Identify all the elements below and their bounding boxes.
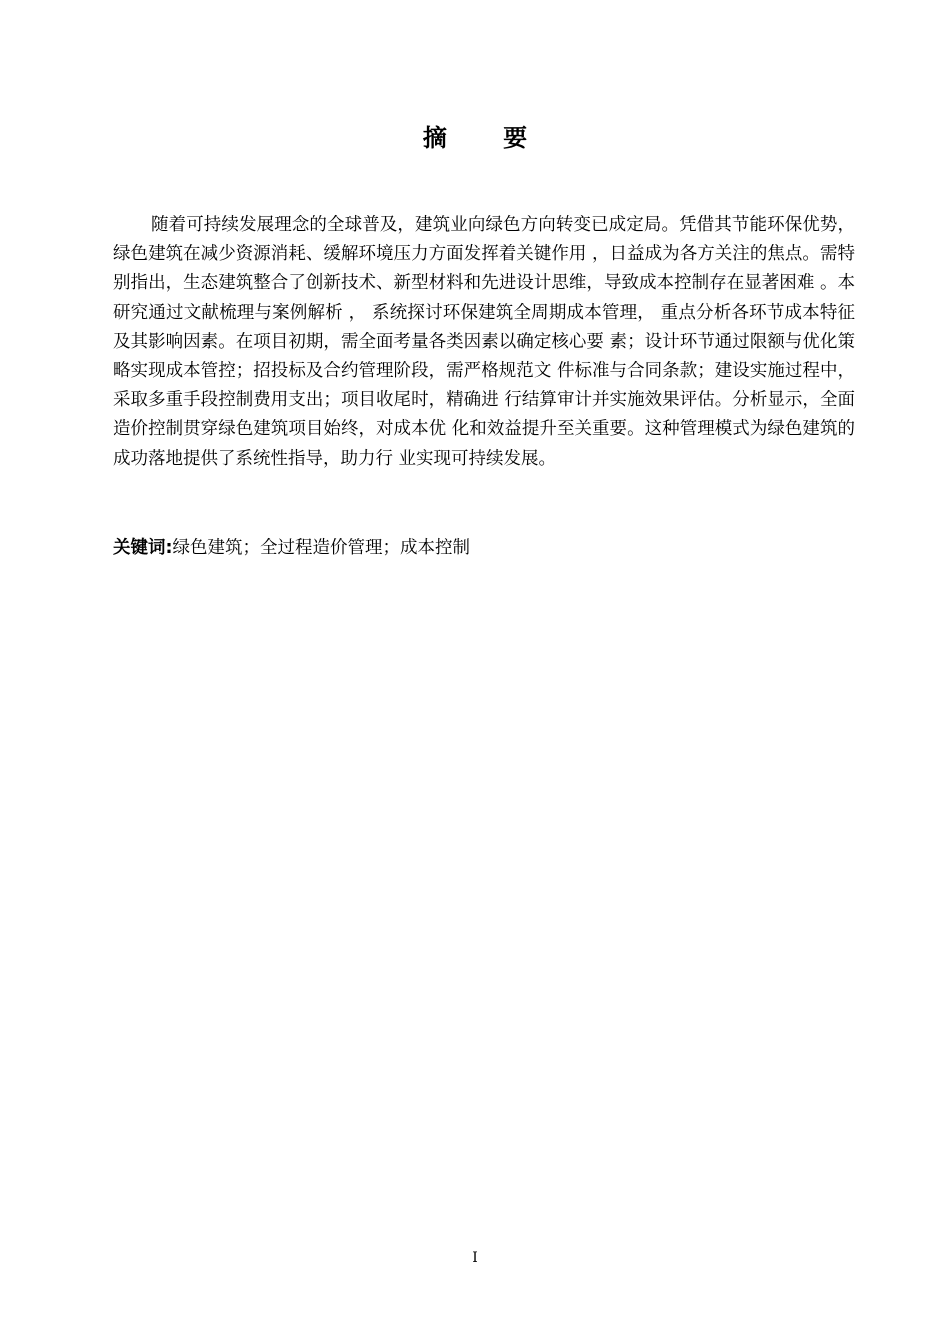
keywords-text: 绿色建筑；全过程造价管理；成本控制	[172, 538, 470, 558]
abstract-title: 摘 要	[422, 124, 552, 152]
abstract-paragraph: 随着可持续发展理念的全球普及，建筑业向绿色方向转变已成定局。凭借其节能环保优势，绿色建筑在减少资源消耗、缓解环境压力方面发挥着关键作用 ，日益成为各方关注的焦点。需特别指出，生态建筑整合了创新技术、新型材料和先进设计思维，导致成本控制存在显著困难 。本研究通过文献梳理与案例解析 ， 系统探讨环保建筑全周期成本管理， 重点分析各环节成本特征及其影响因素。在项目初期，需全面考量各类因素以确定核心要 素；设计环节通过限额与优化策略实现成本管控；招投标及合约管理阶段，需严格规范文 件标准与合同条款；建设实施过程中，采取多重手段控制费用支出；项目收尾时，精确进 行结算审计并实施效果评估。分析显示，全面造价控制贯穿绿色建筑项目始终，对成本优 化和效益提升至关重要。这种管理模式为绿色建筑的成功落地提供了系统性指导，助力行 业实现可持续发展。	[113, 215, 855, 469]
keywords-line	[113, 534, 855, 563]
page-number: I	[472, 1250, 478, 1266]
keywords-label: 关键词:	[113, 538, 173, 558]
